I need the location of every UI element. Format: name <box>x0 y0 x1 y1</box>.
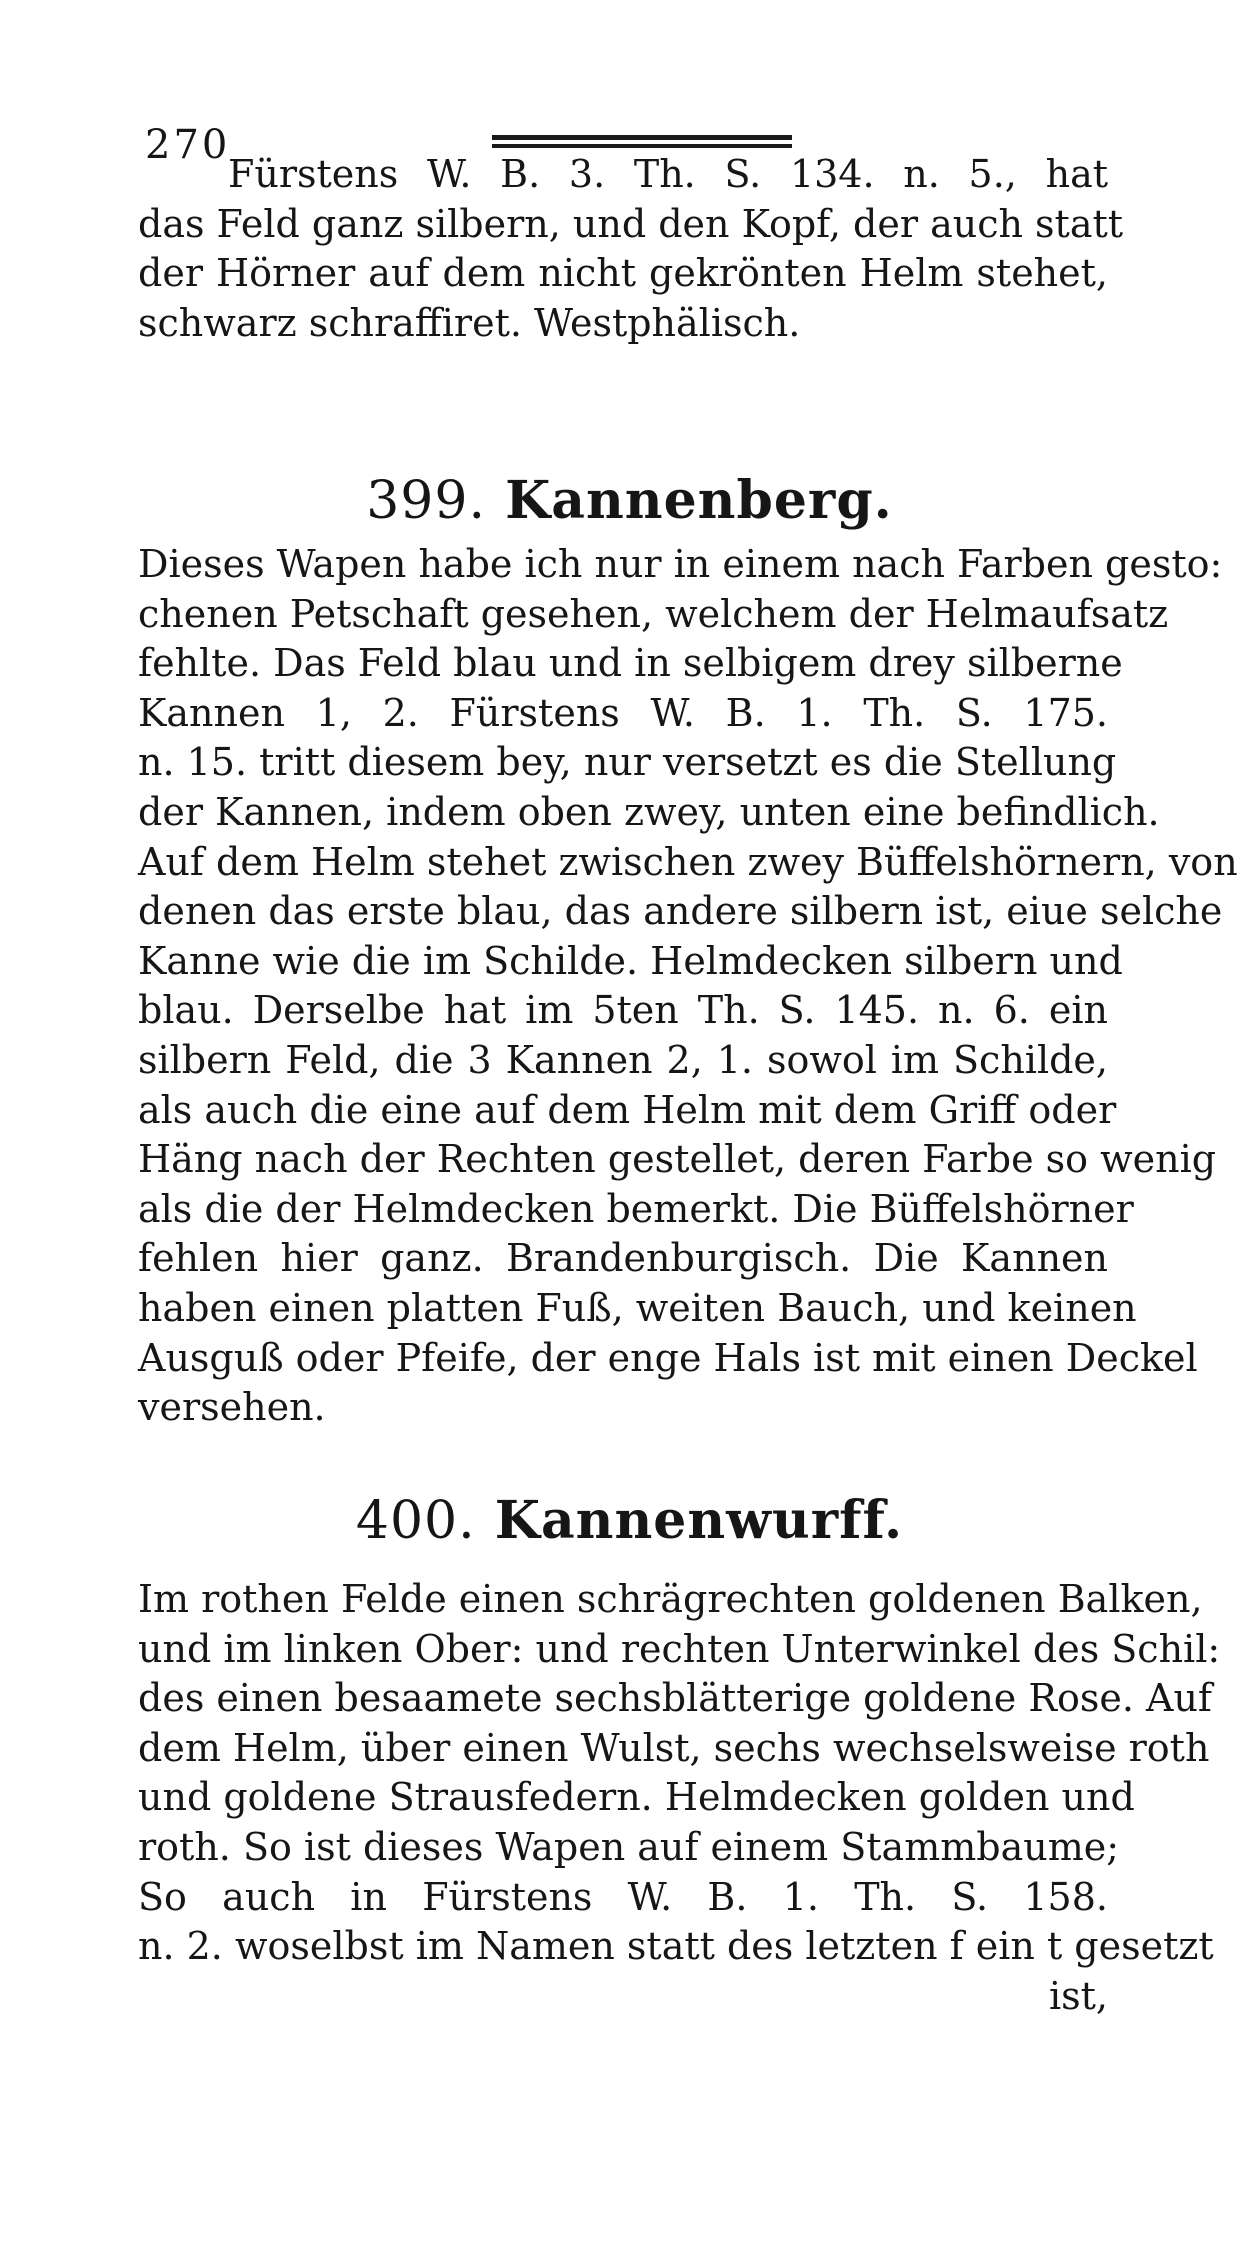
text-line: Dieses Wapen habe ich nur in einem nach Farben gesto: <box>138 542 1223 586</box>
text-line: und im linken Ober: und rechten Unterwinkel des Schil: <box>138 1626 1221 1671</box>
text-line: roth. So ist dieses Wapen auf einem Stammbaume; <box>138 1824 1120 1869</box>
text-line: n. 2. woselbst im Namen statt des letzten f ein t gesetzt <box>138 1924 1214 1969</box>
text-line: fehlte. Das Feld blau und in selbigem drey silberne <box>138 641 1123 686</box>
text-line: fehlen hier ganz. Brandenburgisch. Die Kannen <box>138 1236 1108 1281</box>
continuation-paragraph <box>138 150 1124 348</box>
text-line: des einen besaamete sechsblätterige goldene Rose. Auf <box>138 1676 1212 1721</box>
text-line: das Feld ganz silbern, und den Kopf, der auch statt <box>138 201 1124 246</box>
header-rule <box>492 135 792 151</box>
catchword: ist, <box>1048 1973 1108 2018</box>
text-line: denen das erste blau, das andere silbern ist, eiue selche <box>138 889 1223 934</box>
header-rule-top <box>492 135 792 140</box>
text-line: dem Helm, über einen Wulst, sechs wechselsweise roth <box>138 1725 1210 1770</box>
page-number: 270 <box>145 122 231 168</box>
text-line: Kanne wie die im Schilde. Helmdecken silbern und <box>138 938 1123 983</box>
entry-number: 399. <box>366 471 486 531</box>
text-line: versehen. <box>138 1385 326 1430</box>
entry-title: Kannenberg. <box>505 470 893 531</box>
text-line: n. 15. tritt diesem bey, nur versetzt es die Stellung <box>138 740 1117 785</box>
entry-number: 400. <box>355 1491 476 1551</box>
text-line: als die der Helmdecken bemerkt. Die Büffelshörner <box>138 1186 1134 1231</box>
text-line: Fürstens W. B. 3. Th. S. 134. n. 5., hat <box>228 152 1108 196</box>
text-line: als auch die eine auf dem Helm mit dem Griff oder <box>138 1087 1117 1132</box>
text-line: Kannen 1, 2. Fürstens W. B. 1. Th. S. 175. <box>138 690 1108 735</box>
entry-heading-399 <box>0 470 1259 531</box>
header-rule-bottom <box>492 144 792 148</box>
entry-400-paragraph <box>138 1575 1221 2021</box>
text-line: chenen Petschaft gesehen, welchem der Helmaufsatz <box>138 591 1169 636</box>
text-line: und goldene Strausfedern. Helmdecken golden und <box>138 1775 1135 1820</box>
text-line: der Kannen, indem oben zwey, unten eine befindlich. <box>138 789 1160 834</box>
text-line: silbern Feld, die 3 Kannen 2, 1. sowol im Schilde, <box>138 1037 1108 1082</box>
entry-title: Kannenwurff. <box>494 1490 904 1551</box>
text-line: der Hörner auf dem nicht gekrönten Helm stehet, <box>138 251 1108 296</box>
text-line: So auch in Fürstens W. B. 1. Th. S. 158. <box>138 1874 1108 1919</box>
text-line: Im rothen Felde einen schrägrechten goldenen Balken, <box>138 1577 1203 1621</box>
text-line: Auf dem Helm stehet zwischen zwey Büffelshörnern, von <box>138 839 1238 884</box>
text-line: blau. Derselbe hat im 5ten Th. S. 145. n. 6. ein <box>138 988 1108 1033</box>
text-line: Ausguß oder Pfeife, der enge Hals ist mit einen Deckel <box>138 1335 1198 1380</box>
entry-399-paragraph <box>138 540 1238 1433</box>
text-line: Häng nach der Rechten gestellet, deren Farbe so wenig <box>138 1137 1217 1182</box>
entry-heading-400 <box>0 1490 1259 1551</box>
text-line: schwarz schraffiret. Westphälisch. <box>138 300 801 345</box>
text-line: haben einen platten Fuß, weiten Bauch, und keinen <box>138 1285 1137 1330</box>
